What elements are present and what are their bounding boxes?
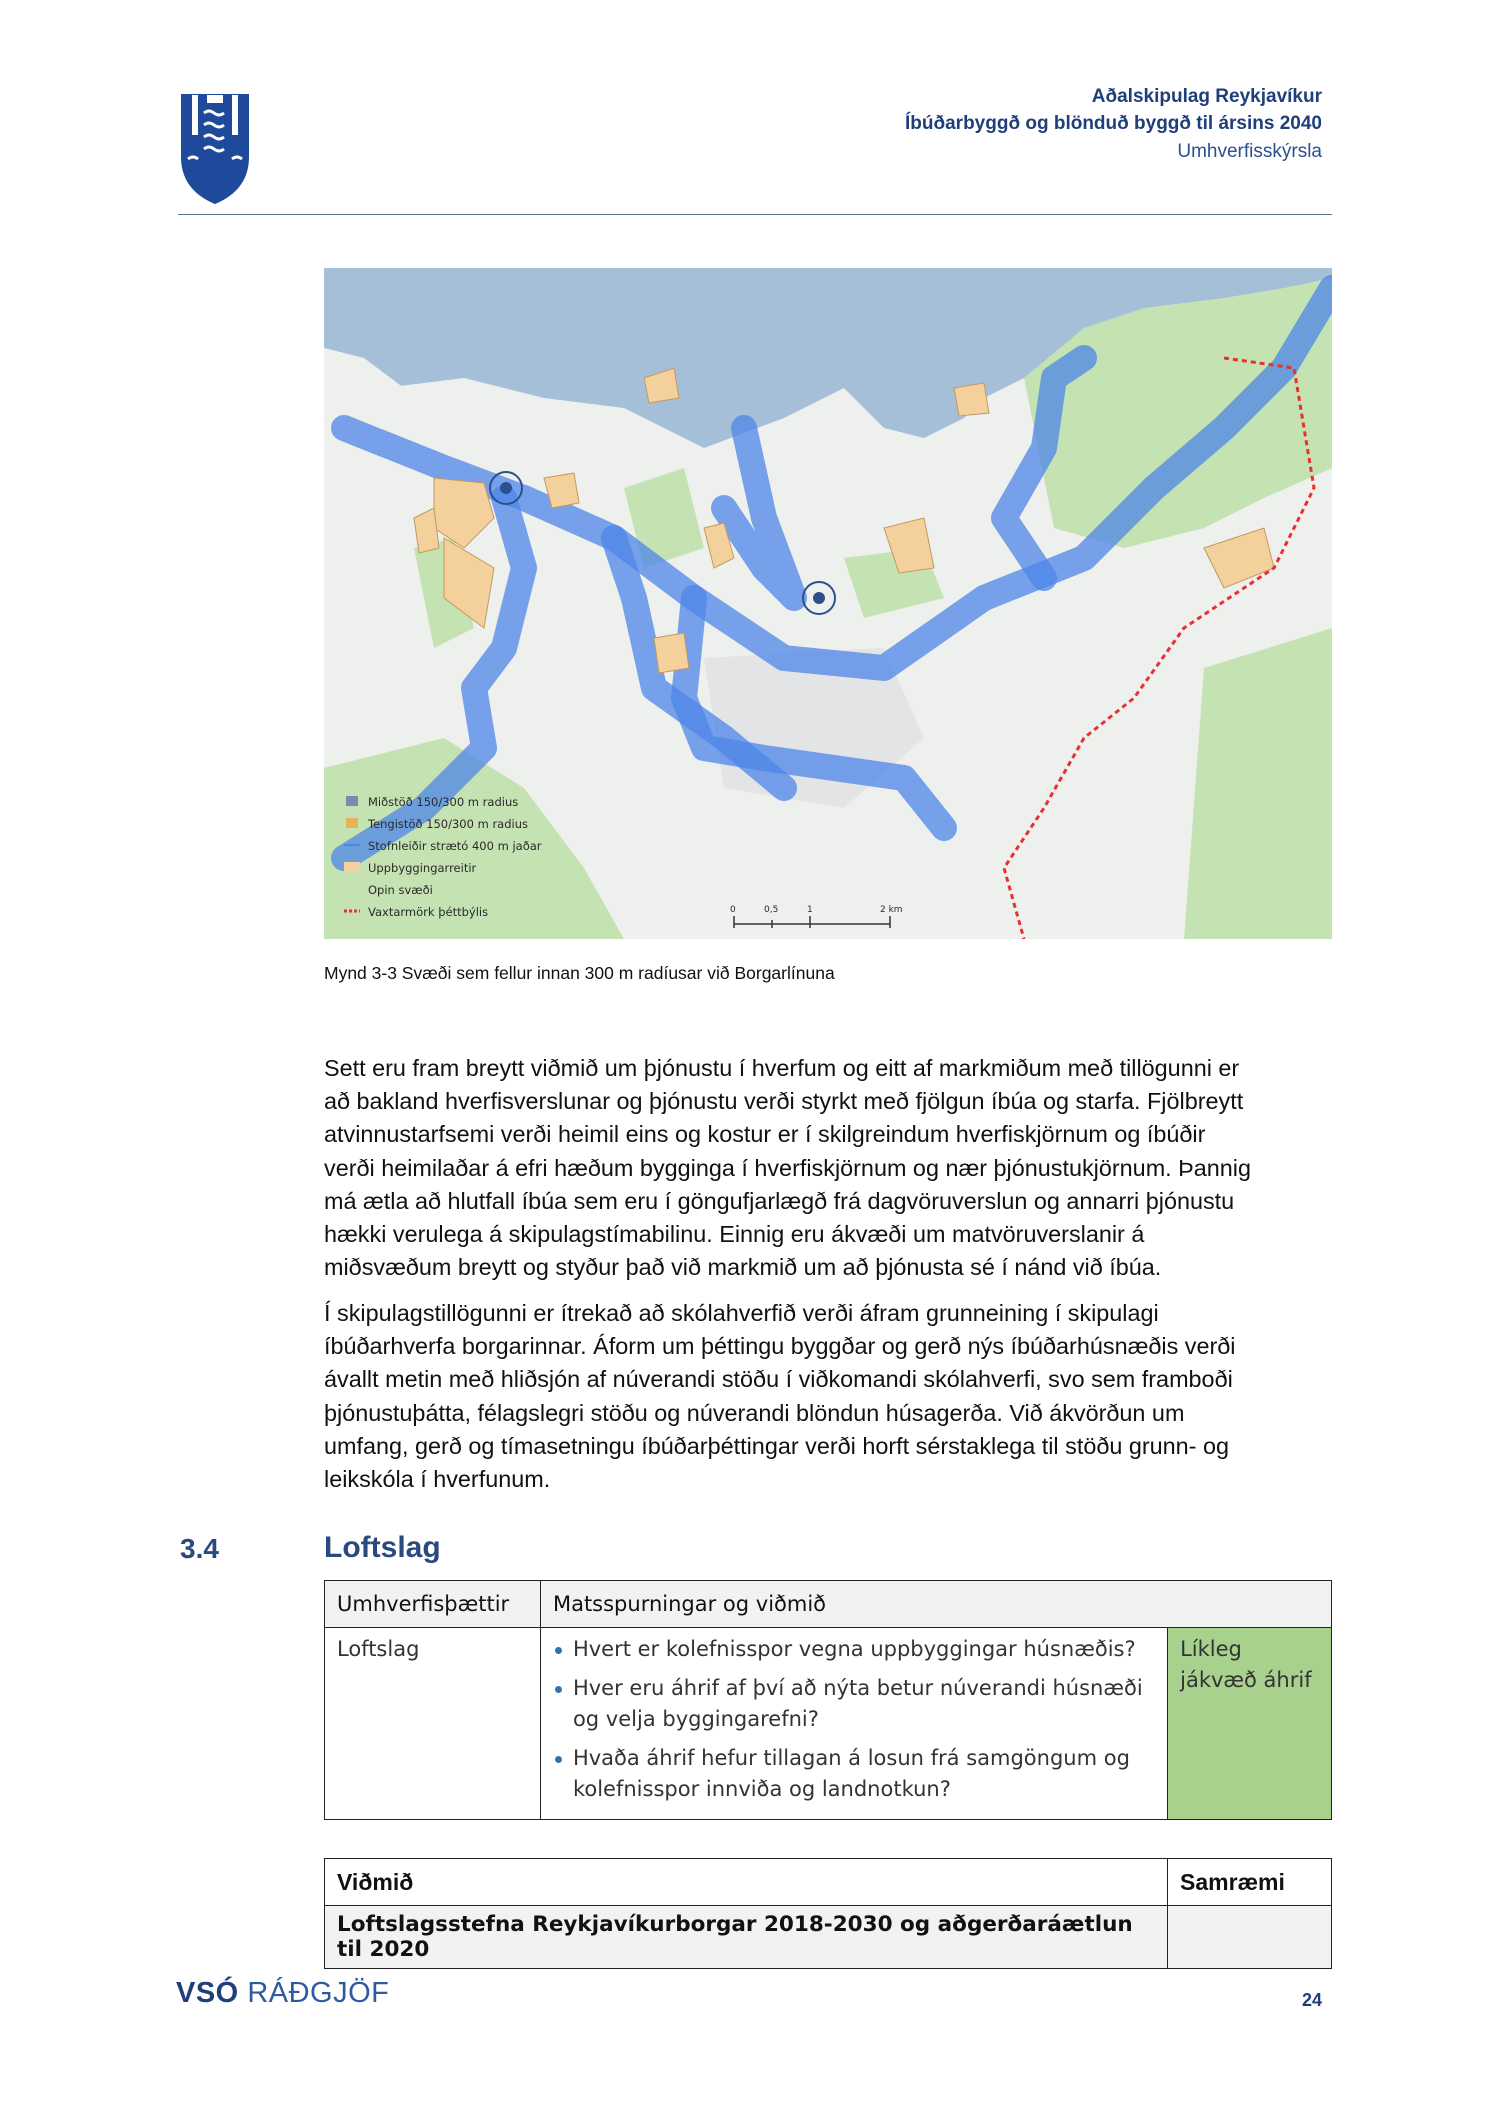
development-area-7 [654, 633, 689, 673]
table-header-row [325, 1859, 1332, 1906]
factor-cell: Loftslag [325, 1628, 541, 1820]
table-row [325, 1906, 1332, 1969]
table-header: Umhverfisþættir [325, 1581, 541, 1628]
list-item: Hvert er kolefnisspor vegna uppbyggingar húsnæðis? [553, 1634, 1155, 1665]
paragraph-line: ávallt metin með hliðsjón af núverandi stöðu í viðkomandi skólahverfi, svo sem framboði [324, 1366, 1233, 1393]
legend-label-development: Uppbyggingarreitir [368, 861, 477, 875]
bus-hub-icon [813, 592, 825, 604]
questions-cell [540, 1628, 1167, 1820]
bus-hub-icon [346, 796, 358, 806]
list-item: Hver eru áhrif af því að nýta betur núverandi húsnæði og velja byggingarefni? [553, 1673, 1155, 1735]
footer-logo [176, 1977, 389, 2010]
paragraph-line: þjónustuþátta, félagslegri stöðu og núverandi blöndun húsagerða. Við ákvörðun um [324, 1399, 1185, 1426]
rating-cell: Líkleg jákvæð áhrif [1168, 1628, 1332, 1820]
list-item: Hvaða áhrif hefur tillagan á losun frá samgöngum og kolefnisspor innviða og landnotkun? [553, 1743, 1155, 1805]
footer-logo-bold: VSÓ [176, 1977, 239, 2009]
paragraph-line: leikskóla í hverfunum. [324, 1466, 551, 1493]
header-subtitle: Íbúðarbyggð og blönduð byggð til ársins 2040 [905, 113, 1322, 134]
section-title: Loftslag [324, 1531, 441, 1564]
header-doc-type: Umhverfisskýrsla [1177, 141, 1322, 162]
table-header: Matsspurningar og viðmið [540, 1581, 1331, 1628]
legend-label-stop: Tengistöð 150/300 m radius [368, 817, 528, 831]
scale-tick-label: 0 [730, 905, 736, 915]
scale-tick-label: 1 [807, 905, 813, 915]
paragraph-line: að bakland hverfisverslunar og þjónustu verði styrkt með fjölgun íbúa og starfa. Fjölbreytt [324, 1088, 1244, 1115]
criteria-table [324, 1858, 1332, 1969]
scale-tick-label: 2 km [880, 905, 903, 915]
paragraph-line: atvinnustarfsemi verði heimil eins og kostur er í skilgreindum hverfiskjörnum og íbúðir [324, 1121, 1206, 1148]
paragraph-line: hækki verulega á skipulagstímabilinu. Einnig eru ákvæði um matvöruverslanir á [324, 1221, 1145, 1248]
header-title: Aðalskipulag Reykjavíkur [1091, 86, 1322, 107]
scale-tick-label: 0,5 [764, 905, 779, 915]
legend-label-hub: Miðstöð 150/300 m radius [368, 795, 519, 809]
legend-label-boundary: Vaxtarmörk þéttbýlis [368, 905, 489, 919]
table-header: Samræmi [1168, 1859, 1332, 1906]
paragraph-services [324, 1052, 1334, 1284]
table-header: Viðmið [325, 1859, 1168, 1906]
page-number: 24 [1301, 1990, 1322, 2010]
question-list [553, 1634, 1155, 1805]
figure-caption: Mynd 3-3 Svæði sem fellur innan 300 m radíusar við Borgarlínuna [324, 963, 835, 983]
criteria-status-cell [1168, 1906, 1332, 1969]
paragraph-line: verði heimilaðar á efri hæðum bygginga í hverfiskjörnum og nær þjónustukjörnum. Þannig [324, 1154, 1252, 1181]
table-header-row [325, 1581, 1332, 1628]
bus-hub-icon [500, 482, 512, 494]
legend-label-route: Stofnleiðir strætó 400 m jaðar [368, 839, 542, 853]
map-green-5 [1184, 628, 1332, 939]
footer-logo-light: RÁÐGJÖF [247, 1977, 390, 2009]
legend-label-open: Opin svæði [368, 883, 433, 897]
paragraph-line: Sett eru fram breytt viðmið um þjónustu í hverfum og eitt af markmiðum með tillögunni er [324, 1055, 1240, 1081]
table-row [325, 1628, 1332, 1820]
bus-stop-icon [346, 818, 358, 828]
header-divider [178, 214, 1332, 215]
paragraph-line: miðsvæðum breytt og styður það við markmið um að þjónusta sé í nánd við íbúa. [324, 1254, 1162, 1281]
assessment-table [324, 1580, 1332, 1820]
open-area-swatch [344, 884, 360, 894]
paragraph-line: umfang, gerð og tímasetningu íbúðarþéttingar verði horft sérstaklega til stöðu grunn- og [324, 1432, 1229, 1459]
paragraph-line: Í skipulagstillögunni er ítrekað að skólahverfið verði áfram grunneining í skipulagi [324, 1300, 1159, 1326]
criteria-name-cell: Loftslagsstefna Reykjavíkurborgar 2018-2030 og aðgerðaráætlun til 2020 [325, 1906, 1168, 1969]
paragraph-line: íbúðarhverfa borgarinnar. Áform um þéttingu byggðar og gerð nýs íbúðarhúsnæðis verði [324, 1333, 1236, 1360]
reykjavik-crest-icon [180, 93, 250, 205]
paragraph-schools [324, 1297, 1334, 1496]
section-number: 3.4 [180, 1533, 219, 1564]
development-area-9 [954, 383, 989, 416]
paragraph-line: má ætla að hlutfall íbúa sem eru í göngufjarlægð frá dagvöruverslun og annarri þjónustu [324, 1187, 1235, 1214]
borgarlina-map [324, 268, 1332, 939]
development-area-swatch [344, 862, 360, 872]
